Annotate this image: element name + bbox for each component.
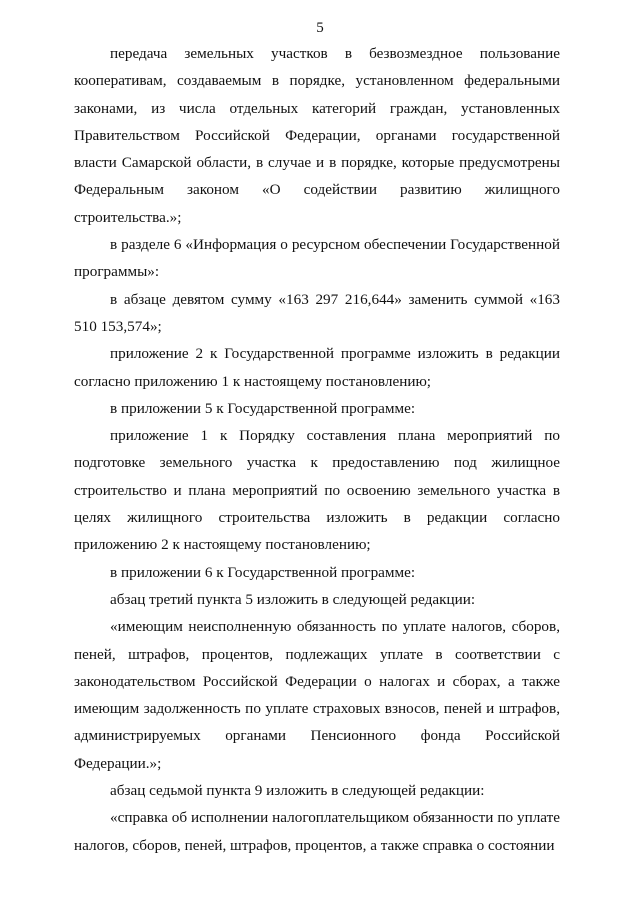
page-number: 5 (316, 20, 324, 36)
paragraph-land-transfer: передача земельных участков в безвозмездное пользование кооперативам, создаваемым в порядке, установленном федеральными законами, из числа отдельных категорий граждан, установленных Правительством Российской Федерации, органами государственной власти Самарской области, в случае и в порядке, которые предусмотрены Федеральным законом «О содействии развитию жилищного строительства.»; (74, 45, 560, 226)
paragraph-appendix-5: в приложении 5 к Государственной программе: (110, 399, 416, 417)
paragraph-appendix-1-procedure: приложение 1 к Порядку составления плана мероприятий по подготовке земельного участка к предоставлению под жилищное строительство и плана мероприятий по освоению земельного участка в целях жилищного строительства изложить в редакции согласно приложению 2 к настоящему постановлению; (74, 427, 560, 554)
paragraph-tax-obligation: «имеющим неисполненную обязанность по уплате налогов, сборов, пеней, штрафов, процентов, подлежащих уплате в соответствии с законодательством Российской Федерации о налогах и сборах, а также имеющим задолженность по уплате страховых взносов, пеней и штрафов, администрируемых органами Пенсионного фонда Российской Федерации.»; (74, 618, 560, 772)
paragraph-tax-certificate: «справка об исполнении налогоплательщиком обязанности по уплате налогов, сборов, пеней, штрафов, процентов, а также справка о состоянии (74, 809, 560, 854)
paragraph-appendix-2: приложение 2 к Государственной программе изложить в редакции согласно приложению 1 к настоящему постановлению; (74, 345, 560, 390)
paragraph-item-5-third: абзац третий пункта 5 изложить в следующей редакции: (110, 590, 476, 608)
paragraph-section-6: в разделе 6 «Информация о ресурсном обеспечении Государственной программы»: (74, 236, 560, 281)
paragraph-appendix-6: в приложении 6 к Государственной программе: (110, 563, 416, 581)
paragraph-item-9-seventh: абзац седьмой пункта 9 изложить в следующей редакции: (110, 782, 485, 800)
document-body (74, 40, 560, 859)
paragraph-amount-replacement: в абзаце девятом сумму «163 297 216,644» заменить суммой «163 510 153,574»; (74, 290, 560, 335)
